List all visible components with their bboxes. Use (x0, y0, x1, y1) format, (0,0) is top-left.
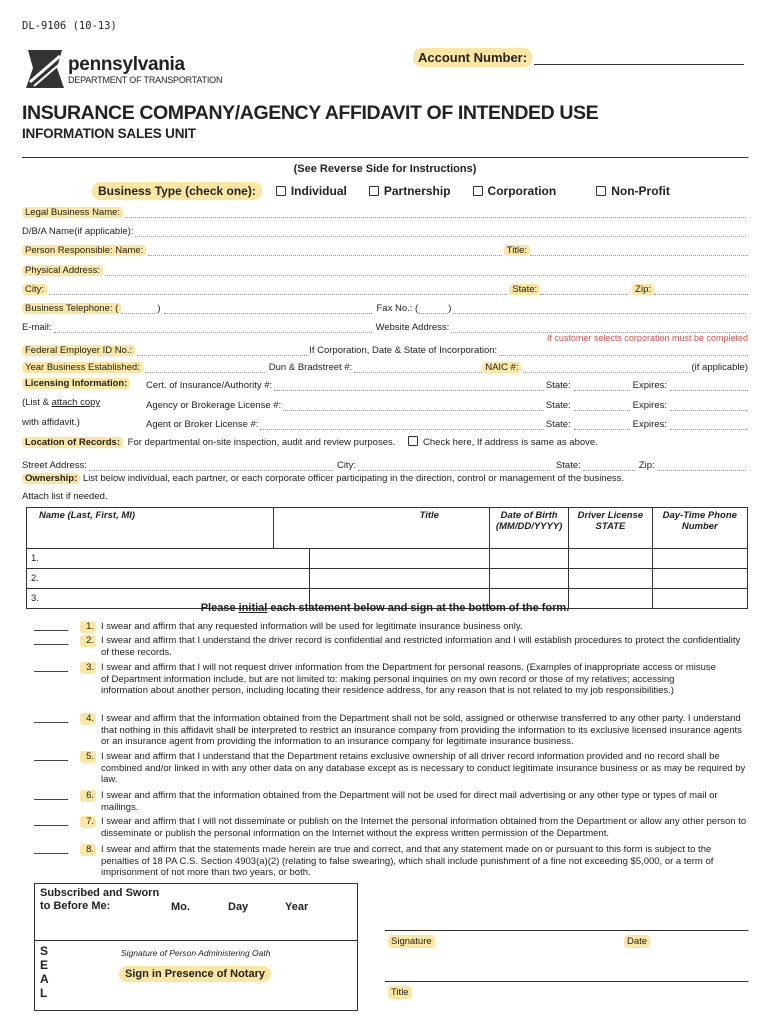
dba-input[interactable] (135, 226, 746, 237)
notary-heading: Subscribed and Sworn to Before Me: (40, 887, 160, 912)
statement-2 (0, 635, 770, 661)
business-type-label: Business Type (check one): (92, 182, 262, 200)
person-title-label: Title: (504, 245, 530, 256)
statement-text: I swear and affirm that the information obtained from the Department will not be used for direct mail advertising or any other type or types of mail or mailings. (101, 790, 718, 813)
date-label: Date (624, 935, 650, 948)
license-state-input[interactable] (574, 400, 630, 411)
form-id: DL-9106 (10-13) (22, 20, 117, 32)
naic-label: NAIC #: (482, 362, 521, 373)
statement-3 (0, 662, 770, 712)
licensing-label: Licensing Information: (22, 378, 130, 389)
divider (22, 157, 748, 158)
records-street-label: Street Address: (22, 460, 87, 471)
statement-text: I swear and affirm that I will not disseminate or publish on the Internet the personal information obtained from the Department or allow any other person to disseminate or publish the personal information on the Internet without the express written permission of the Department. (101, 816, 747, 839)
column-name: Name (Last, First, MI) (27, 508, 274, 549)
option-non-profit[interactable]: Non-Profit (596, 184, 670, 198)
phone-label: Business Telephone: ( (22, 303, 121, 314)
statement-text: I swear and affirm that the information obtained from the Department shall not be sold, assigned or otherwise transferred to any other party. I understand that nothing in this affidavit shall be interpreted to restrict an insurance company from providing the information to its exclusive licensed insurance agents or an insurance agent from providing the information to an insurance company for legitimate insurance business. (101, 713, 742, 747)
statement-number: 2. (80, 635, 96, 647)
statement-5 (0, 751, 770, 789)
license-expires-label: Expires: (632, 380, 667, 391)
state-label: State: (509, 284, 540, 295)
dun-input[interactable] (354, 362, 482, 373)
city-label: City: (22, 284, 47, 295)
statement-number: 8. (80, 844, 96, 856)
paren-close: ) (157, 303, 161, 314)
records-zip-input[interactable] (657, 460, 746, 471)
statement-number: 4. (80, 713, 96, 725)
table-row[interactable]: 3. (27, 589, 748, 609)
records-label: Location of Records: (22, 437, 123, 448)
initial-input[interactable] (34, 799, 68, 800)
state-input[interactable] (540, 284, 628, 295)
person-name-input[interactable] (148, 245, 501, 256)
statement-4 (0, 713, 770, 751)
year-row[interactable] (22, 356, 748, 373)
statement-text: I swear and affirm that I understand that the Department retains exclusive ownership of all driver record information provided and no record shall be combined and/or linked in with any other data on any database except as is necessary to conduct legitimate insurance business or as may be required by law. (101, 751, 746, 785)
records-same-address[interactable]: Check here, If address is same as above. (408, 437, 598, 448)
admin-signature-label: Signature of Person Administering Oath (121, 948, 271, 958)
phone-input[interactable] (164, 303, 372, 314)
records-state-input[interactable] (583, 460, 635, 471)
statement-1 (0, 621, 770, 635)
fein-row[interactable] (22, 333, 748, 356)
ownership-text: List below individual, each partner, or each corporate officer participating in the direction, control or management of the business. (82, 473, 625, 484)
initial-input[interactable] (34, 825, 68, 826)
keystone-icon (24, 48, 66, 90)
fein-label: Federal Employer ID No.: (22, 345, 135, 356)
statement-text: I swear and affirm that the statements made herein are true and correct, and that any statement made on or pursuant to this form is subject to the penalties of 18 PA C.S. Section 4903(a)(2) (relating to false swearing), which shall include punishment of a fine not exceeding $5,000, or a term of imprisonment of not more than two years, or both. (101, 844, 714, 878)
license-label: Agency or Brokerage License #: (146, 400, 282, 411)
email-row[interactable] (22, 316, 748, 333)
person-row[interactable] (22, 239, 748, 256)
records-street-input[interactable] (89, 460, 333, 471)
table-row[interactable]: 2. (27, 569, 748, 589)
notary-day-label: Day (228, 901, 249, 913)
licensing-list-note-2: with affidavit.) (22, 417, 80, 428)
website-input[interactable] (451, 322, 746, 333)
form-title: INSURANCE COMPANY/AGENCY AFFIDAVIT OF INTENDED USE (22, 102, 599, 124)
title-label: Title (388, 986, 412, 999)
legal-name-row[interactable] (22, 201, 748, 218)
initial-input[interactable] (34, 671, 68, 672)
fax-input[interactable] (453, 303, 746, 314)
initial-input[interactable] (34, 644, 68, 645)
statement-number: 3. (80, 662, 96, 674)
corporation-note: If customer selects corporation must be completed (546, 333, 748, 343)
license-label: Cert. of Insurance/Authority #: (146, 380, 273, 391)
dun-label: Dun & Bradstreet #: (268, 362, 353, 373)
license-state-label: State: (545, 380, 571, 391)
if-applicable: (if applicable) (691, 362, 748, 373)
statement-number: 5. (80, 751, 96, 763)
license-row-2[interactable] (146, 394, 748, 411)
dba-row[interactable] (22, 220, 748, 237)
license-number-input[interactable] (260, 419, 543, 430)
license-row-3[interactable] (146, 413, 748, 430)
corporation-input[interactable] (499, 333, 748, 356)
license-expires-label: Expires: (632, 400, 667, 411)
column-dob: Date of Birth (MM/DD/YYYY) (489, 508, 568, 549)
statement-text: I swear and affirm that I understand the driver record is confidential and restricted information and I will establish procedures to protect the confidentiality of these records. (101, 635, 741, 658)
title-line[interactable] (385, 981, 748, 982)
initial-heading: Please initial each statement below and sign at the bottom of the form. (200, 602, 570, 614)
records-row (22, 436, 598, 448)
physical-address-row[interactable] (22, 259, 748, 276)
logo-department: DEPARTMENT OF TRANSPORTATION (68, 75, 223, 85)
checkbox-icon[interactable] (408, 436, 418, 446)
year-label: Year Business Established: (22, 362, 143, 373)
records-city-label: City: (336, 460, 356, 471)
records-city-input[interactable] (358, 460, 550, 471)
option-partnership[interactable]: Partnership (369, 184, 451, 198)
dba-label: D/B/A Name(if applicable): (22, 226, 134, 237)
statement-number: 7. (80, 816, 96, 828)
initial-input[interactable] (34, 722, 68, 723)
option-corporation[interactable]: Corporation (473, 184, 557, 198)
license-number-input[interactable] (274, 380, 544, 391)
ownership-row (22, 473, 624, 484)
legal-name-input[interactable] (125, 207, 746, 218)
license-expires-input[interactable] (670, 400, 748, 411)
penndot-logo (24, 48, 224, 92)
initial-input[interactable] (34, 760, 68, 761)
checkbox-icon[interactable] (596, 186, 606, 196)
statement-text: I swear and affirm that any requested information will be used for legitimate insurance business only. (101, 621, 523, 632)
table-header-row (27, 508, 748, 549)
license-row-1[interactable] (146, 374, 748, 391)
ownership-table (26, 507, 748, 609)
table-row[interactable]: 1. (27, 549, 748, 569)
statement-6 (0, 790, 770, 816)
fax-label: Fax No.: ( (376, 303, 419, 314)
phone-row[interactable] (22, 297, 748, 314)
person-label: Person Responsible: Name: (22, 245, 146, 256)
seal-letters: S E A L (40, 944, 49, 1000)
website-label: Website Address: (375, 322, 450, 333)
checkbox-icon[interactable] (276, 186, 286, 196)
city-input[interactable] (49, 284, 507, 295)
zip-input[interactable] (654, 284, 748, 295)
license-state-input[interactable] (574, 419, 630, 430)
legal-name-label: Legal Business Name: (22, 207, 123, 218)
sign-presence-notary: Sign in Presence of Notary (119, 966, 271, 982)
licensing-label-block (22, 378, 130, 389)
zip-label: Zip: (632, 284, 654, 295)
email-label: E-mail: (22, 322, 52, 333)
license-expires-input[interactable] (670, 419, 748, 430)
city-row[interactable] (22, 278, 748, 295)
statement-8 (0, 844, 770, 882)
form-subtitle: INFORMATION SALES UNIT (22, 126, 196, 141)
statement-text: I swear and affirm that I will not request driver information from the Department for personal reasons. (Examples of inappropriate access or misuse of Department information include, but are not limited to: making personal inquiries on my own record or those of my relatives; accessing information about another person, including locating their residence address, for any reason that is not related to my job responsibilities.) (101, 662, 716, 696)
license-state-label: State: (545, 400, 571, 411)
fax-paren-close: ) (448, 303, 452, 314)
physical-address-label: Physical Address: (22, 265, 103, 276)
logo-name: pennsylvania (68, 54, 185, 75)
ownership-label: Ownership: (22, 473, 80, 484)
license-expires-input[interactable] (670, 380, 748, 391)
notary-month-label: Mo. (171, 901, 190, 913)
option-individual[interactable]: Individual (276, 184, 347, 198)
year-input[interactable] (145, 362, 265, 373)
records-address-row[interactable] (22, 454, 748, 471)
checkbox-icon[interactable] (473, 186, 483, 196)
records-zip-label: Zip: (638, 460, 655, 471)
column-license-state: Driver License STATE (569, 508, 652, 549)
notary-year-label: Year (285, 901, 309, 913)
naic-input[interactable] (523, 362, 689, 373)
column-title: Title (274, 508, 490, 549)
account-number-field[interactable] (413, 47, 744, 67)
fax-area-input[interactable] (418, 303, 448, 314)
physical-address-input[interactable] (105, 265, 746, 276)
ownership-attach: Attach list if needed. (22, 491, 108, 502)
statement-number: 1. (80, 621, 96, 633)
notary-box (34, 883, 358, 1011)
instructions-note: (See Reverse Side for Instructions) (293, 163, 477, 175)
phone-area-input[interactable] (121, 303, 157, 314)
records-text: For departmental on-site inspection, audit and review purposes. (127, 437, 396, 448)
account-number-label: Account Number: (413, 48, 532, 67)
column-phone: Day-Time Phone Number (652, 508, 747, 549)
person-title-input[interactable] (530, 245, 748, 256)
license-number-input[interactable] (283, 400, 544, 411)
license-state-label: State: (545, 419, 571, 430)
initial-input[interactable] (34, 630, 68, 631)
signature-line[interactable] (385, 930, 748, 931)
checkbox-icon[interactable] (369, 186, 379, 196)
license-expires-label: Expires: (632, 419, 667, 430)
records-state-label: State: (555, 460, 581, 471)
business-type (92, 182, 670, 200)
statement-number: 6. (80, 790, 96, 802)
statement-7 (0, 816, 770, 842)
license-label: Agent or Broker License #: (146, 419, 259, 430)
licensing-list-note: (List & attach copy (22, 397, 101, 408)
corporation-label: If Corporation, Date & State of Incorporation: (309, 345, 498, 356)
fein-input[interactable] (137, 345, 309, 356)
initial-input[interactable] (34, 853, 68, 854)
license-state-input[interactable] (574, 380, 630, 391)
signature-label: Signature (388, 935, 435, 948)
email-input[interactable] (54, 322, 372, 333)
